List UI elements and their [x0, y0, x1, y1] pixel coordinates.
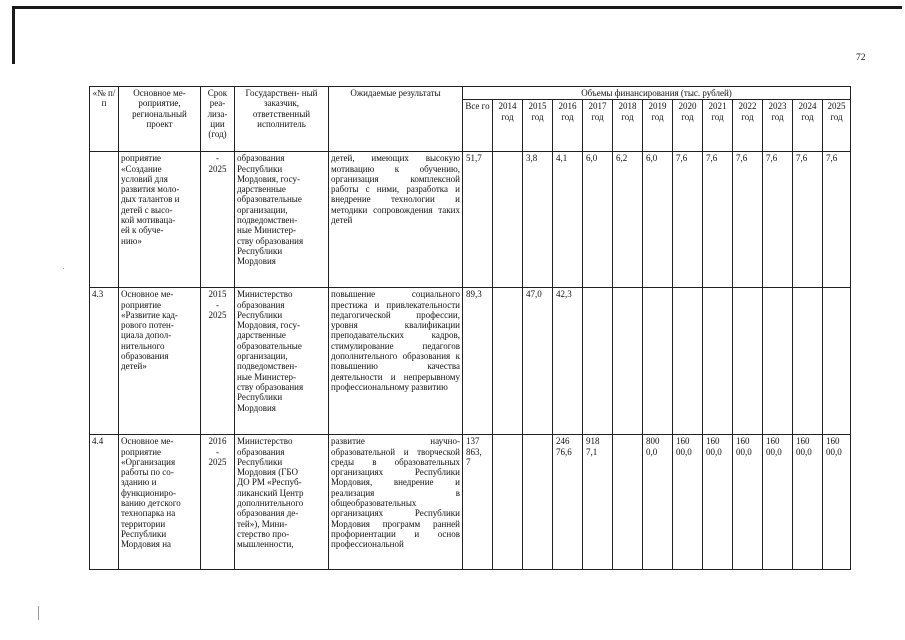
- row-term: 2016 - 2025: [201, 435, 235, 570]
- page-number: 72: [856, 53, 866, 63]
- row-value: 4,1: [553, 152, 583, 288]
- header-year: 2016 год: [553, 100, 583, 152]
- header-year: 2014 год: [493, 100, 523, 152]
- row-value: 7,6: [763, 152, 793, 288]
- header-results: Ожидаемые результаты: [329, 87, 463, 152]
- row-value: 7,6: [673, 152, 703, 288]
- header-year: 2019 год: [643, 100, 673, 152]
- row-value: 160 00,0: [703, 435, 733, 570]
- header-customer: Государствен- ный заказчик, ответственный исполнитель: [235, 87, 329, 152]
- row-value: 800 0,0: [643, 435, 673, 570]
- row-value: 137 863, 7: [463, 435, 493, 570]
- row-value: [493, 152, 523, 288]
- header-year: 2020 год: [673, 100, 703, 152]
- table-row: [90, 152, 851, 288]
- row-value: 160 00,0: [733, 435, 763, 570]
- row-number: [90, 152, 119, 288]
- header-year: 2025 год: [823, 100, 851, 152]
- row-value: [793, 288, 823, 435]
- row-value: 51,7: [463, 152, 493, 288]
- row-customer: образования Республики Мордовия, госу- дарственные образовательные организации, подведомствен- ные Министер- ству образования Республики Мордовия: [235, 152, 329, 288]
- row-value: [823, 288, 851, 435]
- financing-table: [89, 86, 851, 570]
- row-value: [613, 435, 643, 570]
- scan-artifact: [63, 268, 64, 269]
- row-results: детей, имеющих высокую мотивацию к обучению, организация комплексной работы с ними, разработка и внедрение технологии и методики сопровождения таких детей: [329, 152, 463, 288]
- header-year: 2023 год: [763, 100, 793, 152]
- row-customer: Министерство образования Республики Мордовия, госу- дарственные образовательные организации, подведомствен- ные Министер- ству образования Республики Мордовия: [235, 288, 329, 435]
- row-measure: Основное ме- роприятие «Организация работы по со- зданию и функциониро- ванию детского технопарка на территории Республики Мордовия на: [119, 435, 201, 570]
- row-value: [613, 288, 643, 435]
- row-value: 6,0: [643, 152, 673, 288]
- header-year: 2022 год: [733, 100, 763, 152]
- header-year: 2015 год: [523, 100, 553, 152]
- row-results: повышение социального престижа и привлекательности педагогической профессии, уровня квалификации преподавательских кадров, стимулирование педагогов дополнительного образования к повышению качества деятельности и непрерывному профессиональному развитию: [329, 288, 463, 435]
- left-border-rule: [12, 6, 15, 64]
- header-year: 2024 год: [793, 100, 823, 152]
- header-year: 2021 год: [703, 100, 733, 152]
- header-year: 2017 год: [583, 100, 613, 152]
- row-value: [763, 288, 793, 435]
- row-value: [523, 435, 553, 570]
- row-value: [673, 288, 703, 435]
- row-value: 160 00,0: [673, 435, 703, 570]
- row-value: 7,6: [823, 152, 851, 288]
- row-value: 89,3: [463, 288, 493, 435]
- row-value: [493, 435, 523, 570]
- header-year: 2018 год: [613, 100, 643, 152]
- header-financing: Объемы финансирования (тыс. рублей): [463, 87, 851, 100]
- row-measure: Основное ме- роприятие «Развитие кад- рового потен- циала допол- нительного образования детей»: [119, 288, 201, 435]
- row-value: 7,6: [733, 152, 763, 288]
- row-number: 4.3: [90, 288, 119, 435]
- row-value: 42,3: [553, 288, 583, 435]
- row-value: 7,6: [793, 152, 823, 288]
- row-value: [733, 288, 763, 435]
- row-value: [493, 288, 523, 435]
- row-value: 160 00,0: [763, 435, 793, 570]
- header-term: Срок реа- лиза- ции (год): [201, 87, 235, 152]
- table-row: [90, 435, 851, 570]
- row-customer: Министерство образования Республики Мордовия (ГБО ДО РМ «Респуб- ликанский Центр дополнительного образования де- тей»), Мини- стерство про- мышленности,: [235, 435, 329, 570]
- row-value: 7,6: [703, 152, 733, 288]
- header-year: Все го: [463, 100, 493, 152]
- row-number: 4.4: [90, 435, 119, 570]
- row-term: 2015 - 2025: [201, 288, 235, 435]
- row-value: 246 76,6: [553, 435, 583, 570]
- row-value: [703, 288, 733, 435]
- header-measure: Основное ме- роприятие, региональный проект: [119, 87, 201, 152]
- row-value: 918 7,1: [583, 435, 613, 570]
- header-number: «№ п/п: [90, 87, 119, 152]
- row-value: [643, 288, 673, 435]
- row-value: 47,0: [523, 288, 553, 435]
- row-value: 160 00,0: [823, 435, 851, 570]
- row-results: развитие научно-образовательной и творческой среды в образовательных организациях Республики Мордовия, внедрение и реализация в общеобразовательных организациях Республики Мордовия программ ранней профориентации и основ профессиональной: [329, 435, 463, 570]
- row-value: 160 00,0: [793, 435, 823, 570]
- row-value: 3,8: [523, 152, 553, 288]
- top-border-rule: [14, 6, 902, 9]
- scan-artifact: [38, 606, 39, 620]
- row-value: [583, 288, 613, 435]
- row-value: 6,2: [613, 152, 643, 288]
- row-measure: роприятие «Создание условий для развития моло- дых талантов и детей с высо- кой мотиваца- ей к обуче- нию»: [119, 152, 201, 288]
- row-term: - 2025: [201, 152, 235, 288]
- row-value: 6,0: [583, 152, 613, 288]
- table-row: [90, 288, 851, 435]
